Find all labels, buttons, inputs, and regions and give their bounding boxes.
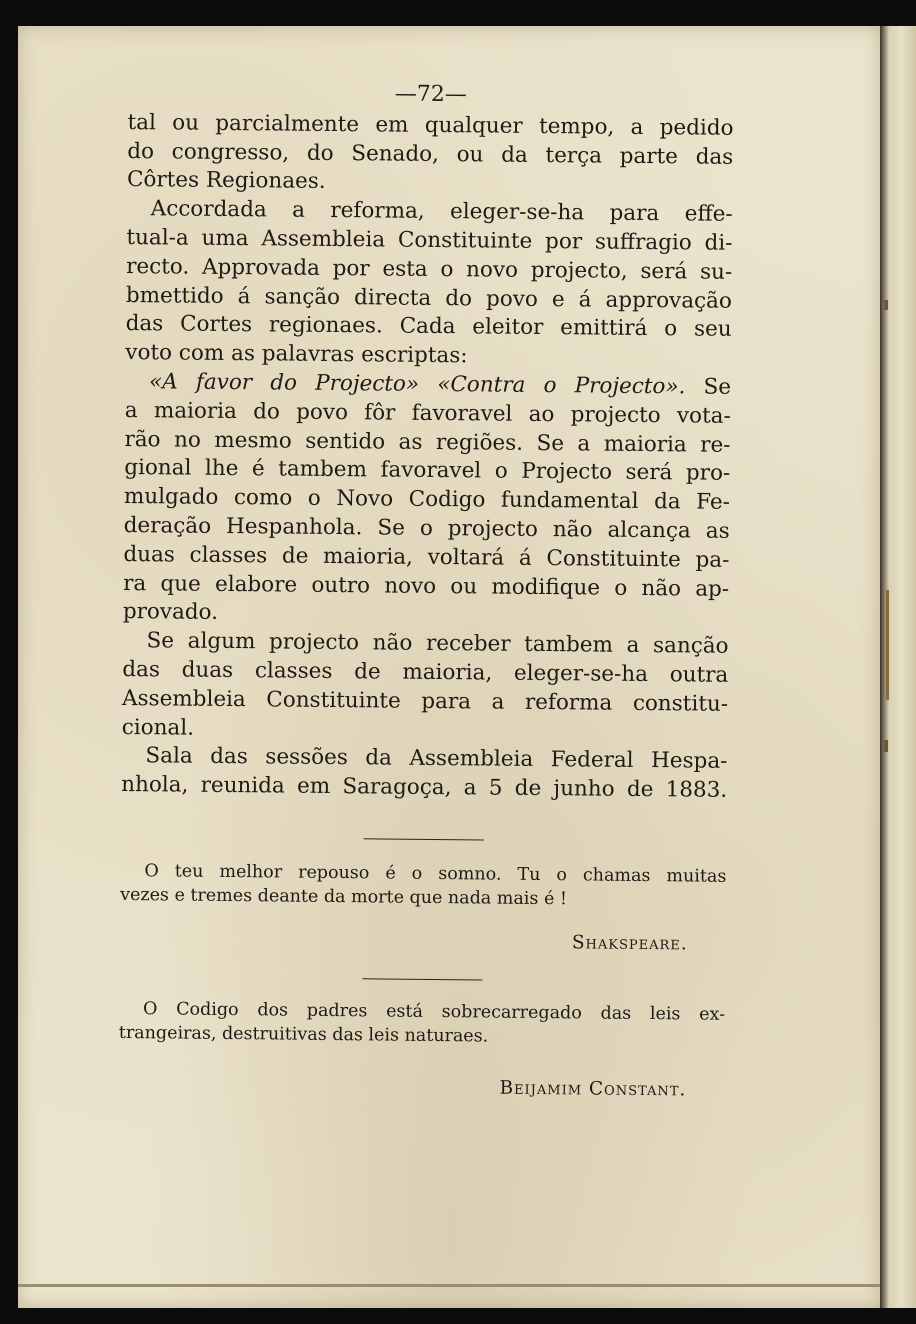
text-line: tual-a uma Assembleia Constituinte por suffragio di- bbox=[126, 224, 733, 256]
text-line: voto com as palavras escriptas: bbox=[125, 340, 468, 369]
text-line: provado. bbox=[122, 599, 219, 626]
text-line: Se algum projecto não receber tambem a sanção bbox=[146, 628, 729, 659]
text-line: duas classes de maioria, voltará á Constituinte pa- bbox=[123, 541, 730, 573]
text-line: das Cortes regionaes. Cada eleitor emittirá o seu bbox=[125, 311, 732, 343]
text-fragment: Se bbox=[703, 374, 732, 400]
quote-2 bbox=[119, 997, 725, 1051]
text-line: mulgado como o Novo Codigo fundamental da Fe- bbox=[123, 484, 731, 515]
text-line: do congresso, do Senado, ou da terça parte das bbox=[127, 138, 734, 170]
page-number: —72— bbox=[394, 81, 467, 108]
text-line: Assembleia Constituinte para a reforma constitu- bbox=[121, 685, 729, 717]
text-line: gional lhe é tambem favoravel o Projecto será pro- bbox=[124, 455, 731, 487]
quote-1-author: Shakspeare. bbox=[571, 932, 688, 955]
ballot-option-contra: «Contra o Projecto». bbox=[437, 371, 686, 400]
paragraph-5 bbox=[121, 742, 728, 805]
text-line: recto. Approvada por esta o novo projecto, será su- bbox=[126, 253, 733, 285]
paragraph-3 bbox=[123, 368, 731, 633]
text-line: nhola, reunida em Saragoça, a 5 de junho de 1883. bbox=[121, 772, 728, 803]
text-line: tal ou parcialmente em qualquer tempo, a pedido bbox=[127, 109, 734, 141]
page-text-block bbox=[118, 78, 734, 1105]
section-divider bbox=[362, 978, 482, 980]
text-line: bmettido á sanção directa do povo e á approvação bbox=[125, 282, 733, 314]
text-line: Côrtes Regionaes. bbox=[126, 167, 326, 195]
text-line: rão no mesmo sentido as regiões. Se a maioria re- bbox=[124, 426, 731, 458]
quote-line: trangeiras, destruitivas das leis naturaes. bbox=[118, 1022, 489, 1047]
spine-speck bbox=[884, 300, 888, 310]
page-bottom-edge bbox=[18, 1284, 880, 1287]
text-line: das duas classes de maioria, eleger-se-ha outra bbox=[122, 656, 729, 688]
text-line: cional. bbox=[121, 714, 195, 741]
paragraph-4 bbox=[122, 627, 729, 748]
paragraph-1 bbox=[127, 109, 734, 201]
ballot-option-favor: «A favor do Projecto» bbox=[148, 369, 420, 397]
quote-2-author: Beijamim Constant. bbox=[499, 1077, 687, 1101]
text-line: Sala das sessões da Assembleia Federal Hespa- bbox=[145, 743, 728, 775]
quote-line: O teu melhor repouso é o somno. Tu o chamas muitas bbox=[144, 861, 727, 887]
paragraph-2 bbox=[125, 195, 733, 374]
spine-speck bbox=[884, 740, 888, 752]
text-line: deração Hespanhola. Se o projecto não alcança as bbox=[123, 512, 730, 544]
text-line: a maioria do povo fôr favoravel ao projecto vota- bbox=[124, 397, 731, 429]
section-divider bbox=[364, 838, 484, 840]
quote-1 bbox=[120, 859, 726, 913]
spine-stain bbox=[886, 590, 889, 700]
quote-line: vezes e tremes deante da morte que nada mais é ! bbox=[120, 884, 568, 910]
quote-line: O Codigo dos padres está sobrecarregado das leis ex- bbox=[142, 998, 726, 1025]
text-line: Accordada a reforma, eleger-se-ha para effe- bbox=[150, 196, 733, 227]
text-line: ra que elabore outro novo ou modifique o não ap- bbox=[123, 570, 730, 602]
